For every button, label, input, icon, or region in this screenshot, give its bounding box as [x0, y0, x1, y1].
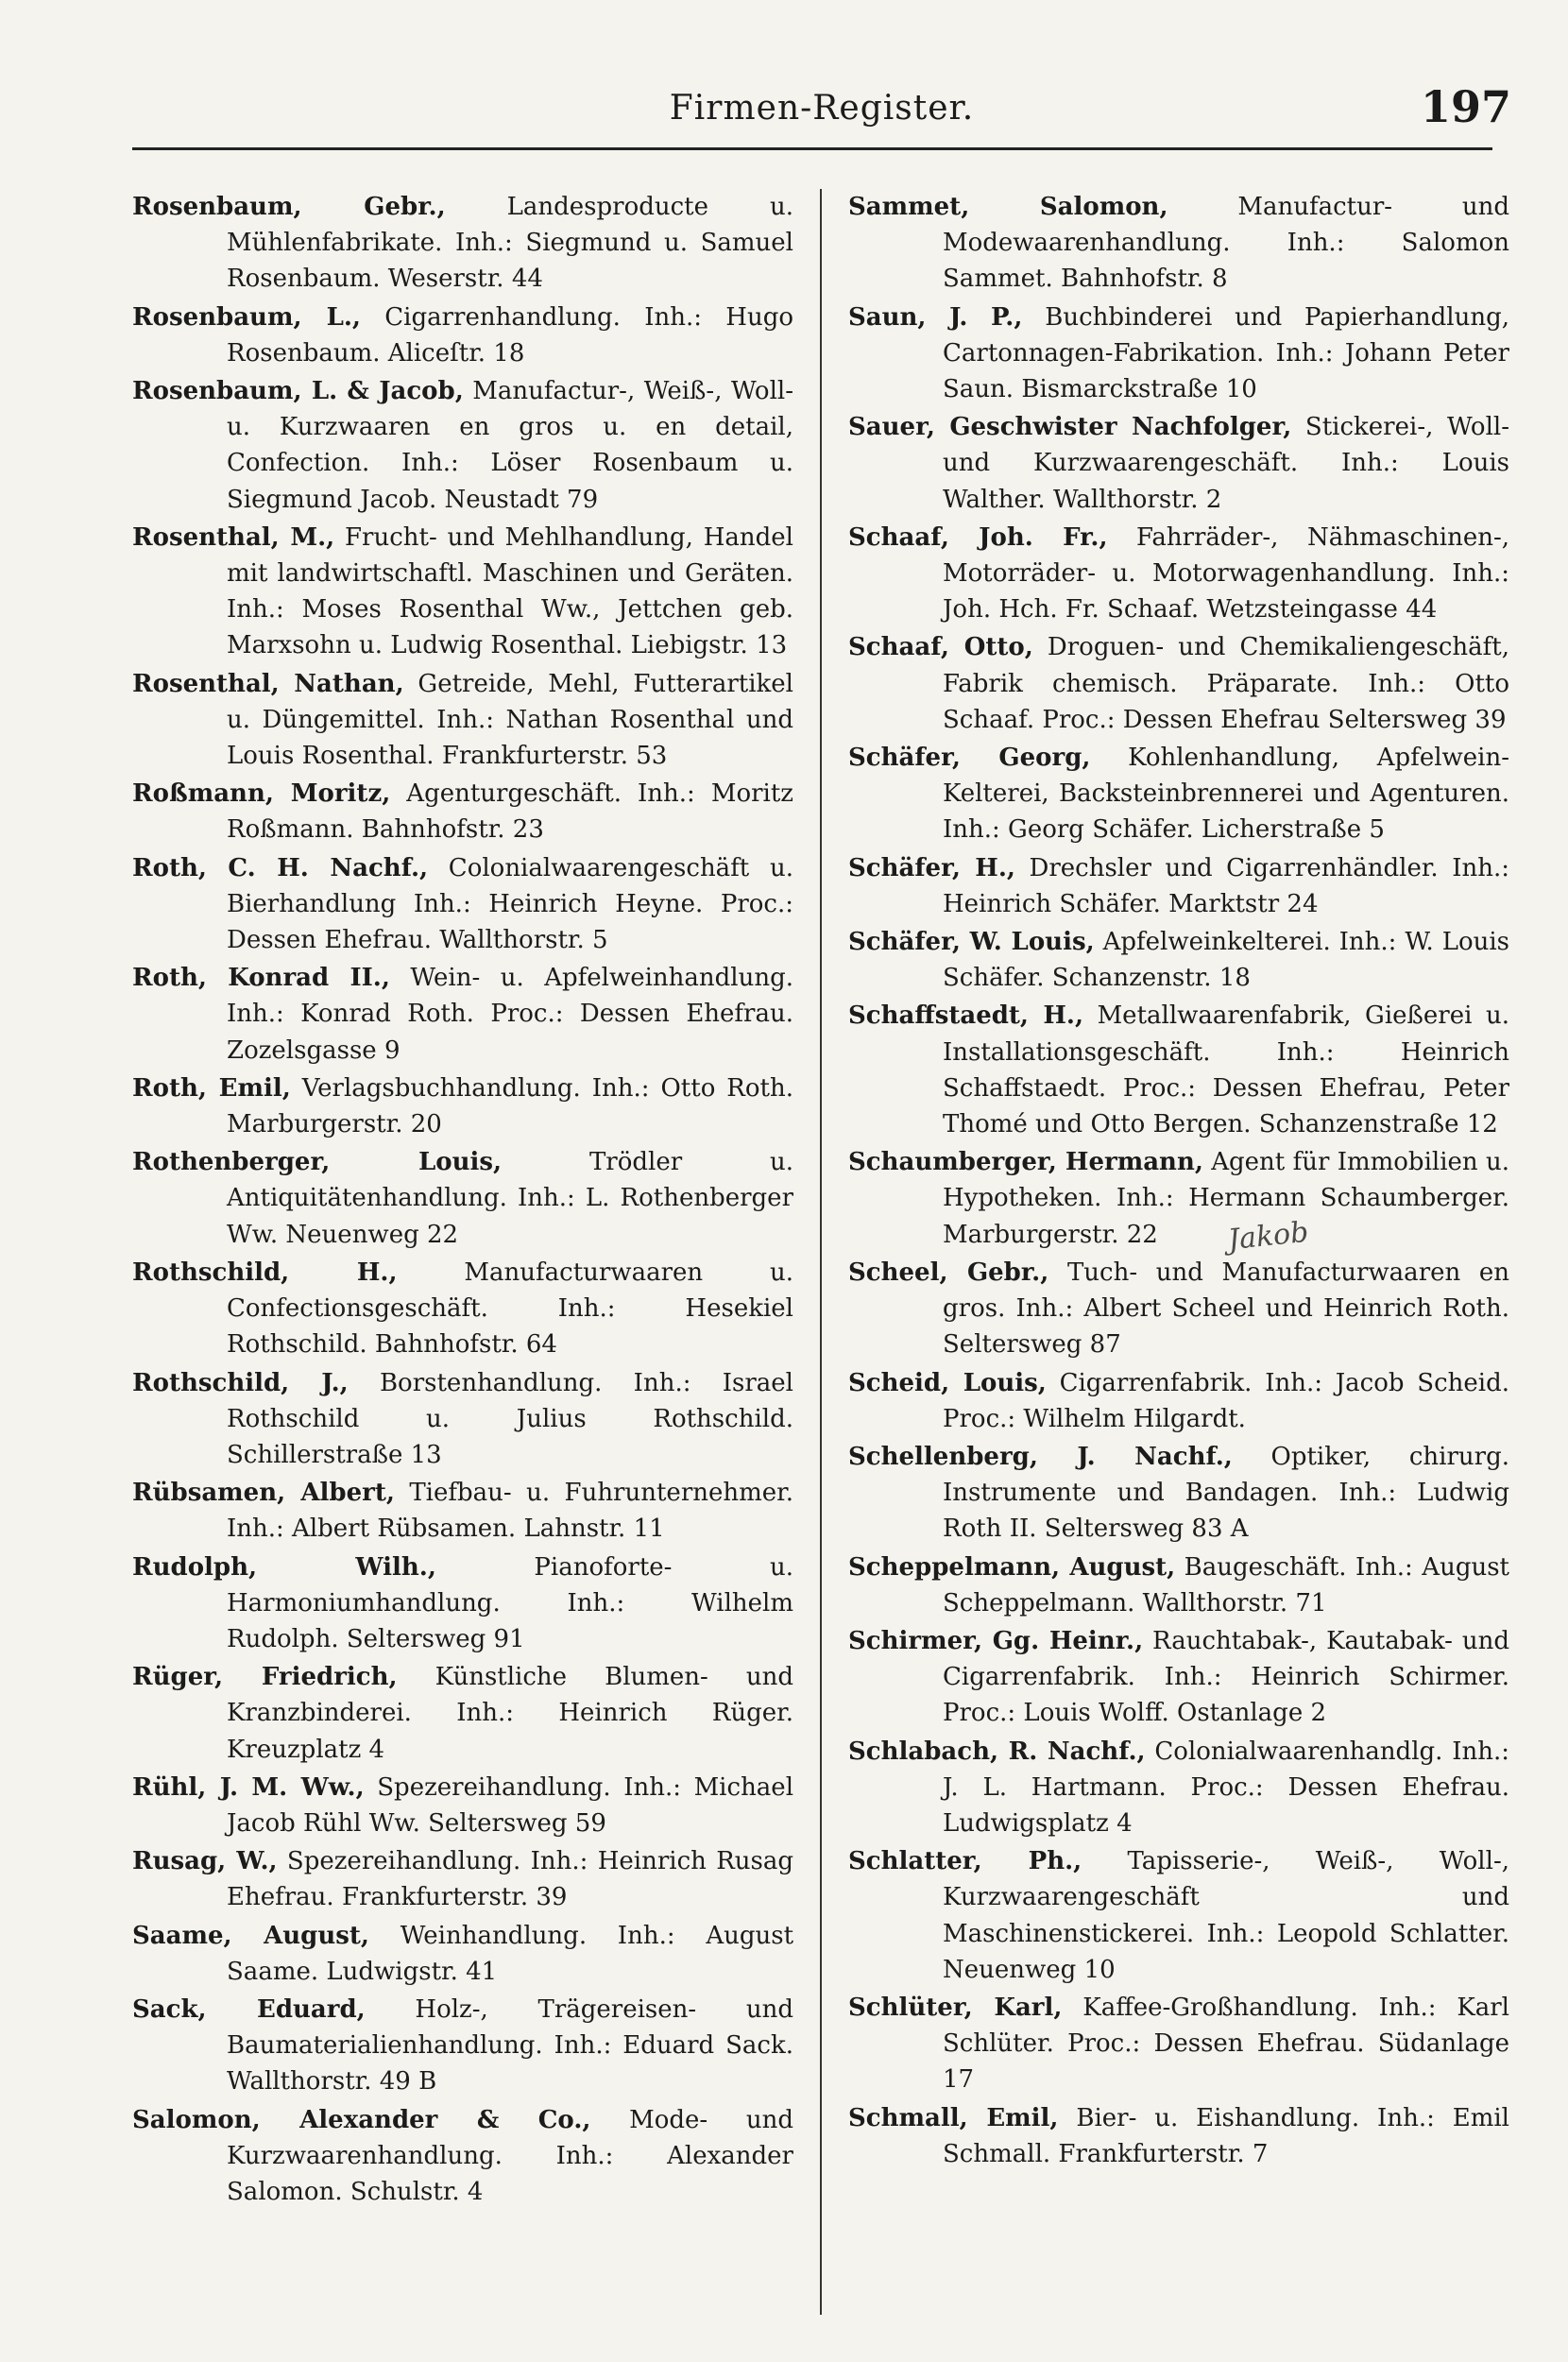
register-entry	[132, 2102, 793, 2211]
firm-details: Pianoforte- u. Harmoniumhandlung. Inh.: Wilhelm Rudolph. Seltersweg 91	[227, 1552, 793, 1653]
firm-name: Rosenthal, M.,	[132, 522, 335, 552]
register-entry	[132, 1549, 793, 1658]
firm-name: Saame, August,	[132, 1921, 369, 1950]
firm-name: Roth, Emil,	[132, 1073, 291, 1103]
firm-details: Buchbinderei und Papierhandlung, Cartonnagen-Fabrikation. Inh.: Johann Peter Saun. Bismarckstraße 10	[943, 302, 1509, 404]
firm-name: Schaffstaedt, H.,	[848, 1001, 1083, 1031]
firm-name: Schellenberg, J. Nachf.,	[848, 1442, 1233, 1471]
register-entry	[132, 1659, 793, 1768]
firm-name: Rosenbaum, L. & Jacob,	[132, 377, 464, 406]
register-entry	[848, 1549, 1509, 1621]
firm-name: Schlabach, R. Nachf.,	[848, 1737, 1146, 1766]
firm-details: Frucht- und Mehlhandlung, Handel mit landwirtschaftl. Maschinen und Geräten. Inh.: Moses Rosenthal Ww., Jettchen geb. Marxsohn u. Ludwig Rosenthal. Liebigstr. 13	[227, 522, 793, 660]
register-entry	[132, 300, 793, 371]
firm-name: Schäfer, H.,	[848, 853, 1015, 882]
register-entry	[848, 629, 1509, 738]
register-entry	[848, 1843, 1509, 1988]
register-entry	[848, 1734, 1509, 1842]
register-entry	[848, 1255, 1509, 1363]
firm-name: Rühl, J. M. Ww.,	[132, 1772, 365, 1802]
firm-name: Scheppelmann, August,	[848, 1552, 1176, 1582]
register-entry	[848, 520, 1509, 628]
firm-details: Verlagsbuchhandlung. Inh.: Otto Roth. Marburgerstr. 20	[227, 1073, 793, 1139]
register-entry	[132, 776, 793, 847]
register-entry	[132, 373, 793, 518]
firm-details: Apfelweinkelterei. Inh.: W. Louis Schäfer. Schanzenstr. 18	[943, 928, 1509, 993]
firm-name: Schaumberger, Hermann,	[848, 1148, 1203, 1177]
firm-name: Rüger, Friedrich,	[132, 1663, 398, 1692]
firm-details: Spezereihandlung. Inh.: Michael Jacob Rühl Ww. Seltersweg 59	[227, 1772, 793, 1838]
firm-details: Tuch- und Manufacturwaaren en gros. Inh.: Albert Scheel und Heinrich Roth. Seltersweg 87	[943, 1258, 1509, 1360]
firm-name: Schlatter, Ph.,	[848, 1847, 1082, 1876]
register-entry	[848, 740, 1509, 848]
firm-details: Spezereihandlung. Inh.: Heinrich Rusag Ehefrau. Frankfurterstr. 39	[227, 1847, 793, 1912]
register-entry	[848, 189, 1509, 298]
firm-details: Rauchtabak-, Kautabak- und Cigarrenfabrik. Inh.: Heinrich Schirmer. Proc.: Louis Wolff. Ostanlage 2	[943, 1626, 1509, 1728]
firm-details: Manufacturwaaren u. Confectionsgeschäft. Inh.: Hesekiel Rothschild. Bahnhofstr. 64	[227, 1258, 793, 1360]
firm-details: Drechsler und Cigarrenhändler. Inh.: Heinrich Schäfer. Marktstr 24	[943, 853, 1509, 918]
firm-name: Rothenberger, Louis,	[132, 1148, 503, 1177]
right-column	[848, 189, 1509, 2324]
firm-name: Salomon, Alexander & Co.,	[132, 2105, 591, 2134]
register-entry	[848, 924, 1509, 996]
page-number: 197	[1420, 81, 1511, 132]
firm-name: Schmall, Emil,	[848, 2103, 1059, 2132]
firm-name: Sammet, Salomon,	[848, 193, 1168, 221]
firm-details: Manufactur- und Modewaarenhandlung. Inh.: Salomon Sammet. Bahnhofstr. 8	[943, 193, 1509, 294]
column-divider	[820, 189, 822, 2315]
register-entry	[848, 998, 1509, 1142]
firm-name: Scheel, Gebr.,	[848, 1258, 1049, 1287]
firm-name: Rosenbaum, Gebr.,	[132, 193, 446, 221]
firm-name: Schäfer, W. Louis,	[848, 928, 1095, 957]
firm-details: Borstenhandlung. Inh.: Israel Rothschild u. Julius Rothschild. Schillerstraße 13	[227, 1368, 793, 1469]
firm-details: Landesproducte u. Mühlenfabrikate. Inh.: Siegmund u. Samuel Rosenbaum. Weserstr. 44	[227, 193, 793, 294]
register-entry	[132, 1475, 793, 1547]
firm-details: Metallwaarenfabrik, Gießerei u. Installationsgeschäft. Inh.: Heinrich Schaffstaedt. Proc.: Dessen Ehefrau, Peter Thomé und Otto Bergen. Schanzenstraße 12	[943, 1001, 1509, 1139]
register-entry	[848, 300, 1509, 408]
firm-details: Baugeschäft. Inh.: August Scheppelmann. Wallthorstr. 71	[943, 1552, 1509, 1617]
firm-name: Saun, J. P.,	[848, 302, 1023, 332]
firm-name: Rudolph, Wilh.,	[132, 1552, 436, 1582]
firm-details: Mode- und Kurzwaarenhandlung. Inh.: Alexander Salomon. Schulstr. 4	[227, 2105, 793, 2206]
register-entry	[132, 1144, 793, 1253]
register-entry	[132, 1770, 793, 1841]
firm-details: Cigarrenfabrik. Inh.: Jacob Scheid. Proc.: Wilhelm Hilgardt.	[943, 1368, 1509, 1433]
firm-name: Sauer, Geschwister Nachfolger,	[848, 413, 1292, 442]
firm-details: Colonialwaarengeschäft u. Bierhandlung Inh.: Heinrich Heyne. Proc.: Dessen Ehefrau. Wallthorstr. 5	[227, 853, 793, 955]
firm-name: Schäfer, Georg,	[848, 744, 1091, 773]
firm-name: Scheid, Louis,	[848, 1368, 1047, 1397]
firm-name: Sack, Eduard,	[132, 1994, 366, 2024]
firm-name: Roth, Konrad II.,	[132, 964, 390, 993]
register-entry	[848, 1365, 1509, 1437]
firm-details: Kohlenhandlung, Apfelwein-Kelterei, Backsteinbrennerei und Agenturen. Inh.: Georg Schäfer. Licherstraße 5	[943, 744, 1509, 845]
firm-name: Rothschild, H.,	[132, 1258, 398, 1287]
register-entry	[132, 1365, 793, 1474]
register-entry	[848, 1144, 1509, 1253]
register-entry	[848, 850, 1509, 922]
register-entry	[132, 850, 793, 959]
handwritten-annotation: Jakob	[1226, 1215, 1310, 1258]
register-entry	[132, 1992, 793, 2100]
firm-name: Roth, C. H. Nachf.,	[132, 853, 429, 882]
header-rule	[132, 147, 1492, 150]
firm-name: Roßmann, Moritz,	[132, 779, 391, 809]
firm-details: Manufactur-, Weiß-, Woll- u. Kurzwaaren en gros u. en detail, Confection. Inh.: Löser Rosenbaum u. Siegmund Jacob. Neustadt 79	[227, 377, 793, 514]
firm-name: Schirmer, Gg. Heinr.,	[848, 1626, 1144, 1655]
firm-details: Kaffee-Großhandlung. Inh.: Karl Schlüter. Proc.: Dessen Ehefrau. Südanlage 17	[943, 1993, 1509, 2095]
register-entry	[132, 666, 793, 775]
firm-details: Agenturgeschäft. Inh.: Moritz Roßmann. Bahnhofstr. 23	[227, 779, 793, 845]
register-entry	[132, 520, 793, 664]
register-entry	[132, 1255, 793, 1363]
firm-name: Rusag, W.,	[132, 1847, 278, 1876]
firm-name: Rübsamen, Albert,	[132, 1479, 395, 1508]
firm-details: Agent für Immobilien u. Hypotheken. Inh.: Hermann Schaumberger. Marburgerstr. 22	[943, 1148, 1509, 1249]
firm-details: Optiker, chirurg. Instrumente und Bandagen. Inh.: Ludwig Roth II. Seltersweg 83 A	[943, 1442, 1509, 1544]
firm-details: Weinhandlung. Inh.: August Saame. Ludwigstr. 41	[227, 1921, 793, 1986]
firm-details: Holz-, Trägereisen- und Baumaterialienhandlung. Inh.: Eduard Sack. Wallthorstr. 49 B	[227, 1994, 793, 2097]
firm-name: Schaaf, Joh. Fr.,	[848, 522, 1108, 552]
register-entry	[848, 2100, 1509, 2172]
register-entry	[132, 189, 793, 298]
firm-details: Künstliche Blumen- und Kranzbinderei. Inh.: Heinrich Rüger. Kreuzplatz 4	[227, 1663, 793, 1764]
register-entry	[848, 409, 1509, 518]
firm-details: Bier- u. Eishandlung. Inh.: Emil Schmall. Frankfurterstr. 7	[943, 2103, 1509, 2168]
register-entry	[132, 1843, 793, 1915]
firm-details: Wein- u. Apfelweinhandlung. Inh.: Konrad Roth. Proc.: Dessen Ehefrau. Zozelsgasse 9	[227, 964, 793, 1065]
firm-details: Trödler u. Antiquitätenhandlung. Inh.: L. Rothenberger Ww. Neuenweg 22	[227, 1148, 793, 1249]
register-entry	[848, 1990, 1509, 2098]
firm-details: Getreide, Mehl, Futterartikel u. Düngemittel. Inh.: Nathan Rosenthal und Louis Rosenthal. Frankfurterstr. 53	[227, 669, 793, 771]
firm-name: Schaaf, Otto,	[848, 633, 1033, 662]
page-header	[132, 81, 1511, 147]
register-entry	[132, 960, 793, 1069]
firm-details: Tiefbau- u. Fuhrunternehmer. Inh.: Albert Rübsamen. Lahnstr. 11	[227, 1479, 793, 1544]
firm-name: Schlüter, Karl,	[848, 1993, 1063, 2022]
firm-details: Tapisserie-, Weiß-, Woll-, Kurzwaarengeschäft und Maschinenstickerei. Inh.: Leopold Schlatter. Neuenweg 10	[943, 1847, 1509, 1984]
register-entry	[848, 1439, 1509, 1548]
firm-details: Stickerei-, Woll- und Kurzwaarengeschäft. Inh.: Louis Walther. Wallthorstr. 2	[943, 413, 1509, 514]
firm-details: Droguen- und Chemikaliengeschäft, Fabrik chemisch. Präparate. Inh.: Otto Schaaf. Proc.: Dessen Ehefrau Seltersweg 39	[943, 633, 1509, 734]
running-title: Firmen-Register.	[669, 89, 975, 128]
register-entry	[132, 1918, 793, 1990]
firm-name: Rosenbaum, L.,	[132, 302, 361, 332]
left-column	[132, 189, 793, 2324]
firm-name: Rosenthal, Nathan,	[132, 669, 404, 698]
firm-name: Rothschild, J.,	[132, 1368, 349, 1397]
firm-details: Cigarrenhandlung. Inh.: Hugo Rosenbaum. Aliceſtr. 18	[227, 302, 793, 368]
register-entry	[848, 1623, 1509, 1732]
register-entry	[132, 1070, 793, 1142]
firm-details: Fahrräder-, Nähmaschinen-, Motorräder- u. Motorwagenhandlung. Inh.: Joh. Hch. Fr. Schaaf. Wetzsteingasse 44	[943, 522, 1509, 625]
firm-details: Colonialwaarenhandlg. Inh.: J. L. Hartmann. Proc.: Dessen Ehefrau. Ludwigsplatz 4	[943, 1737, 1509, 1838]
